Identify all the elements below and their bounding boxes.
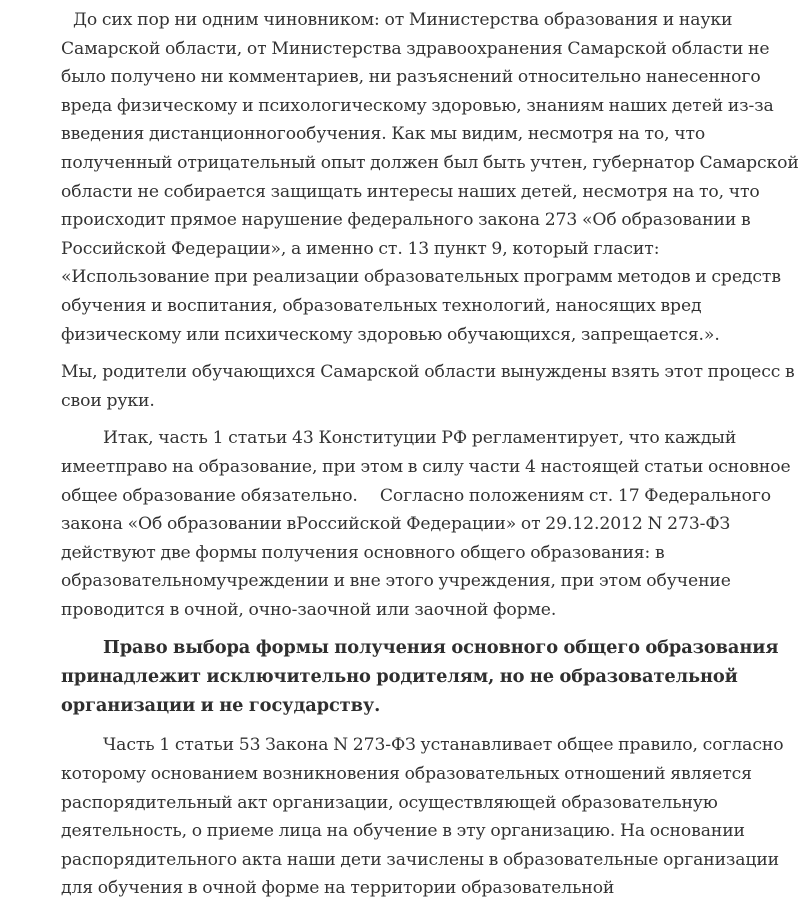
paragraph-right-to-choose-bold: Право выбора формы получения основного общего образования принадлежит исключительно родителям, но не образовательной организации и не государству. — [61, 637, 779, 717]
constitution-sentence: Итак, часть 1 статьи 43 Конституции РФ регламентирует, что каждый имеетправо на образование, при этом в силу части 4 настоящей статьи основное общее образование обязательно. — [61, 428, 791, 506]
paragraph-officials-silence: До сих пор ни одним чиновником: от Министерства образования и науки Самарской области, от Министерства здравоохранения Самарской области не было получено ни комментариев, ни разъяснений относительно нанесенного вреда физическому и психологическому здоровью, знаниям наших детей из-за введения дистанционногообучения. Как мы видим, несмотря на то, что полученный отрицательный опыт должен был быть учтен, губернатор Самарской области не собирается защищать интересы наших детей, несмотря на то, что происходит прямое нарушение федерального закона 273 «Об образовании в Российской Федерации», а именно ст. 13 пункт 9, который гласит: «Использование при реализации образовательных программ методов и средств обучения и воспитания, образовательных технологий, наносящих вред физическому или психическому здоровью обучающихся, запрещается.». — [61, 10, 799, 345]
federal-law-sentence: Согласно положениям ст. 17 Федерального закона «Об образовании вРоссийской Федерации» от 29.12.2012 N 273-ФЗ действуют две формы получения основного общего образования: в образовательномучреждении и вне этого учреждения, при этом обучение проводится в очной, очно-заочной или заочной форме. — [61, 485, 771, 620]
paragraph-parents-take-over: Мы, родители обучающихся Самарской области вынуждены взять этот процесс в свои руки. — [61, 362, 795, 411]
paragraph-constitution — [61, 424, 805, 624]
paragraph-article-53: Часть 1 статьи 53 Закона N 273-ФЗ устанавливает общее правило, согласно которому основанием возникновения образовательных отношений является распорядительный акт организации, осуществляющей образовательную деятельность, о приеме лица на обучение в эту организацию. На основании распорядительного акта наши дети зачислены в образовательные организации для обучения в очной форме на территории образовательной — [61, 735, 784, 899]
article-body — [61, 6, 805, 903]
